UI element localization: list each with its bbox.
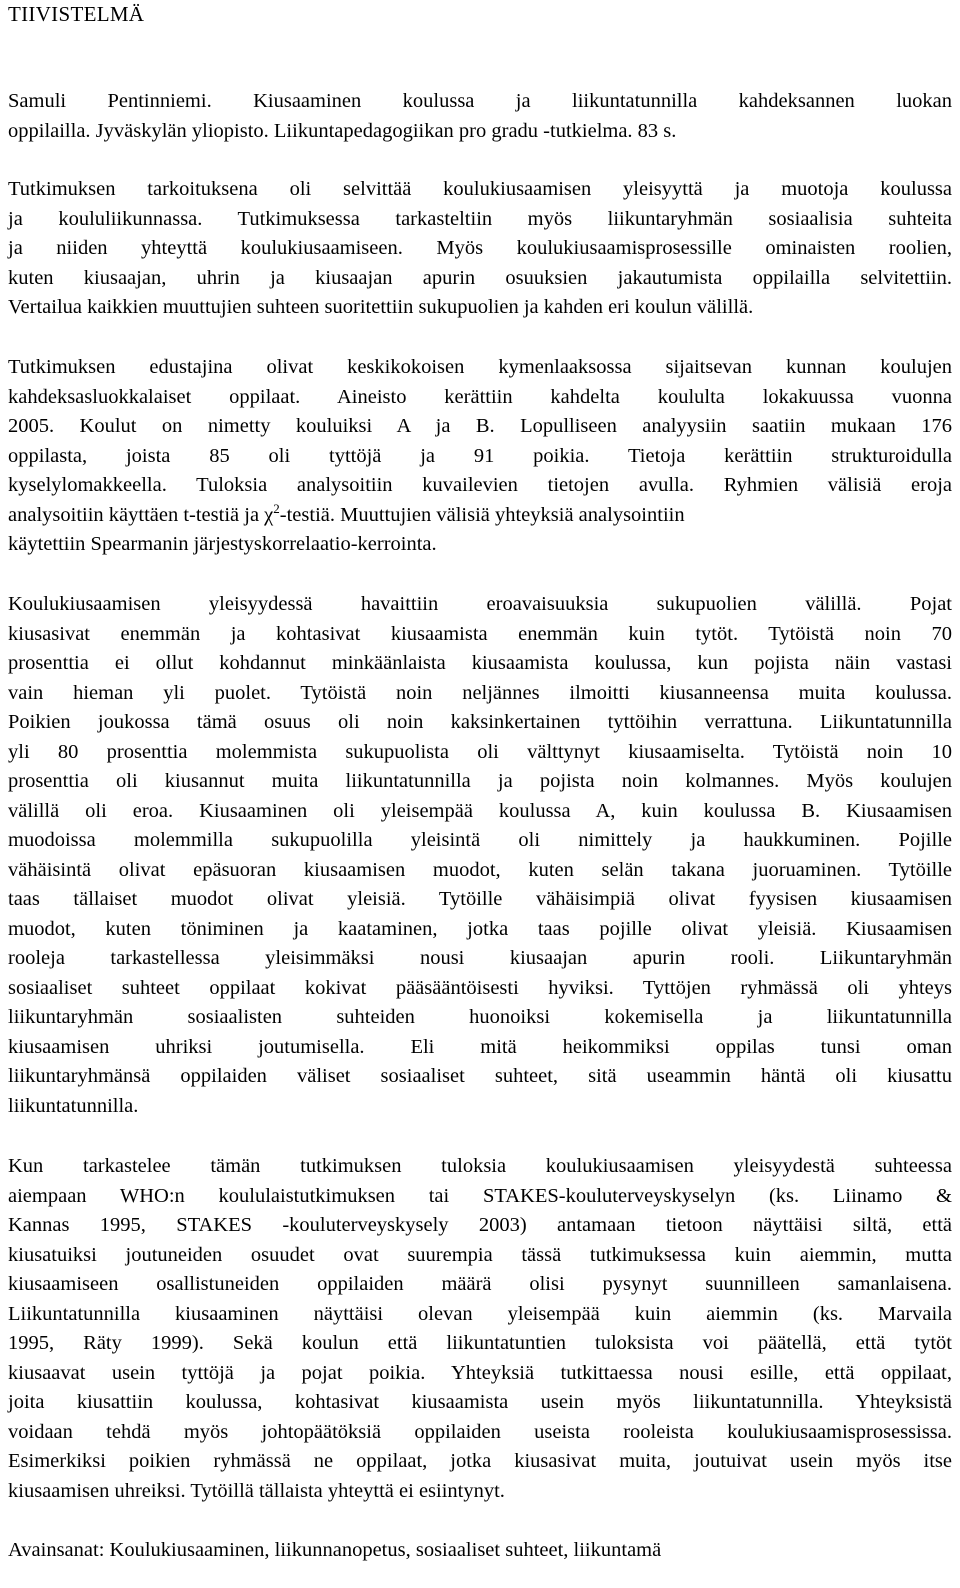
text-line: taas tällaiset muodot olivat yleisiä. Tytöille vähäisimpiä olivat fyysisen kiusaamisen: [8, 888, 952, 910]
text-line: joita kiusattiin koulussa, kohtasivat kiusaamista usein myös liikuntatunnilla. Yhteyksistä: [8, 1391, 952, 1413]
text-line: kiusaamiseen osallistuneiden oppilaiden määrä olisi pysynyt suunnilleen samanlaisena.: [8, 1273, 952, 1295]
text-line: kuten kiusaajan, uhrin ja kiusaajan apurin osuuksien jakautumista oppilailla selvitettiin.: [8, 266, 952, 289]
citation-line: Samuli Pentinniemi. Kiusaaminen koulussa ja liikuntatunnilla kahdeksannen luokan: [8, 90, 952, 112]
text-line: vähäisintä olivat epäsuoran kiusaamisen muodot, kuten selän takana juoruaminen. Tytöille: [8, 858, 952, 881]
chi-superscript: 2: [273, 500, 280, 516]
text-line: liikuntatunnilla.: [8, 1094, 139, 1117]
text-line: Esimerkiksi poikien ryhmässä ne oppilaat, jotka kiusasivat muita, joutuivat usein myös itse: [8, 1450, 952, 1472]
text-line: liikuntaryhmän sosiaalisten suhteiden huonoiksi kokemisella ja liikuntatunnilla: [8, 1006, 952, 1028]
keywords-paragraph: [8, 1536, 952, 1566]
text-line: Tutkimuksen tarkoituksena oli selvittää koulukiusaamisen yleisyyttä ja muotoja koulussa: [8, 178, 952, 200]
chi-line-end: -testiä. Muuttujien välisiä yhteyksiä analysointiin: [279, 503, 685, 526]
text-line: käytettiin Spearmanin järjestyskorrelaatio-kerrointa.: [8, 533, 437, 555]
text-line: kiusaamisen uhriksi joutumisella. Eli mitä heikommiksi oppilas tunsi oman: [8, 1035, 952, 1058]
text-line: kiusaamisen uhreiksi. Tytöillä tällaista yhteyttä ei esiintynyt.: [8, 1479, 505, 1502]
text-line: kiusaavat usein tyttöjä ja pojat poikia. Yhteyksiä tutkittaessa nousi esille, että oppilaat,: [8, 1361, 952, 1384]
text-line: kahdeksasluokkalaiset oppilaat. Aineisto kerättiin kahdelta koululta lokakuussa vuonna: [8, 385, 952, 408]
text-line: Koulukiusaamisen yleisyydessä havaittiin eroavaisuuksia sukupuolien välillä. Pojat: [8, 593, 952, 615]
text-line: muodot, kuten töniminen ja kaataminen, jotka taas pojille olivat yleisiä. Kiusaamisen: [8, 917, 952, 940]
chi-square-line: [8, 501, 952, 531]
text-line: Kun tarkastelee tämän tutkimuksen tuloksia koulukiusaamisen yleisyydestä suhteessa: [8, 1155, 952, 1177]
text-line: prosenttia oli kiusannut muita liikuntatunnilla ja pojista noin kolmannes. Myös koulujen: [8, 770, 952, 792]
page-title: TIIVISTELMÄ: [8, 2, 145, 26]
results-paragraph: [8, 590, 952, 1121]
text-line: kyselylomakkeella. Tuloksia analysoitiin kuvailevien tietojen avulla. Ryhmien välisiä eroja: [8, 474, 952, 496]
text-line: ja koululiikunnassa. Tutkimuksessa tarkasteltiin myös liikuntaryhmän sosiaalisia suhteita: [8, 207, 952, 230]
text-line: Poikien joukossa tämä osuus oli noin kaksinkertainen tyttöihin verrattuna. Liikuntatunnilla: [8, 711, 952, 733]
text-line: sosiaaliset suhteet oppilaat kokivat pääsääntöisesti hyviksi. Tyttöjen ryhmässä oli yhteys: [8, 976, 952, 999]
text-line: 1995, Räty 1999). Sekä koulun että liikuntatuntien tuloksista voi päätellä, että tytöt: [8, 1332, 952, 1354]
text-line: kiusasivat enemmän ja kohtasivat kiusaamista enemmän kuin tytöt. Tytöistä noin 70: [8, 622, 952, 645]
keywords-line: Avainsanat: Koulukiusaaminen, liikunnanopetus, sosiaaliset suhteet, liikuntamä: [8, 1539, 662, 1561]
text-line: vain hieman yli puolet. Tytöistä noin neljännes ilmoitti kiusanneensa muita koulussa.: [8, 681, 952, 704]
chi-line-start: analysoitiin käyttäen t-testiä ja χ: [8, 503, 274, 526]
text-line: muodoissa molemmilla sukupuolilla yleisintä oli nimittely ja haukkuminen. Pojille: [8, 829, 952, 851]
methods-paragraph: [8, 353, 952, 560]
citation-paragraph: [8, 87, 952, 146]
text-line: Kannas 1995, STAKES -kouluterveyskysely 2003) antamaan tietoon näyttäisi siltä, että: [8, 1214, 952, 1236]
text-line: yli 80 prosenttia molemmista sukupuolista oli välttynyt kiusaamiselta. Tytöistä noin 10: [8, 740, 952, 763]
purpose-paragraph: [8, 175, 952, 323]
citation-line: oppilailla. Jyväskylän yliopisto. Liikuntapedagogiikan pro gradu -tutkielma. 83 s.: [8, 119, 677, 142]
text-line: prosenttia ei ollut kohdannut minkäänlaista kiusaamista koulussa, kun pojista näin vastasi: [8, 652, 952, 674]
text-line: liikuntaryhmänsä oppilaiden väliset sosiaaliset suhteet, sitä useammin häntä oli kiusattu: [8, 1065, 952, 1087]
text-line: voidaan tehdä myös johtopäätöksiä oppilaiden useista rooleista koulukiusaamisprosessissa.: [8, 1420, 952, 1443]
text-line: Tutkimuksen edustajina olivat keskikokoisen kymenlaaksossa sijaitsevan kunnan koulujen: [8, 356, 952, 378]
text-line: 2005. Koulut on nimetty kouluiksi A ja B. Lopulliseen analyysiin saatiin mukaan 176: [8, 415, 952, 437]
text-line: aiempaan WHO:n koululaistutkimuksen tai STAKES-kouluterveyskyselyn (ks. Liinamo &: [8, 1184, 952, 1207]
text-line: kiusatuiksi joutuneiden osuudet ovat suurempia tässä tutkimuksessa kuin aiemmin, mutta: [8, 1243, 952, 1266]
discussion-paragraph: [8, 1152, 952, 1506]
text-line: Vertailua kaikkien muuttujien suhteen suoritettiin sukupuolien ja kahden eri koulun välillä.: [8, 296, 754, 318]
text-line: välillä oli eroa. Kiusaaminen oli yleisempää koulussa A, kuin koulussa B. Kiusaamisen: [8, 799, 952, 822]
text-line: ja niiden yhteyttä koulukiusaamiseen. Myös koulukiusaamisprosessille ominaisten roolien,: [8, 237, 952, 259]
text-line: Liikuntatunnilla kiusaaminen näyttäisi olevan yleisempää kuin aiemmin (ks. Marvaila: [8, 1302, 952, 1325]
text-line: rooleja tarkastellessa yleisimmäksi nousi kiusaajan apurin rooli. Liikuntaryhmän: [8, 947, 952, 969]
text-line: oppilasta, joista 85 oli tyttöjä ja 91 poikia. Tietoja kerättiin strukturoidulla: [8, 444, 952, 467]
